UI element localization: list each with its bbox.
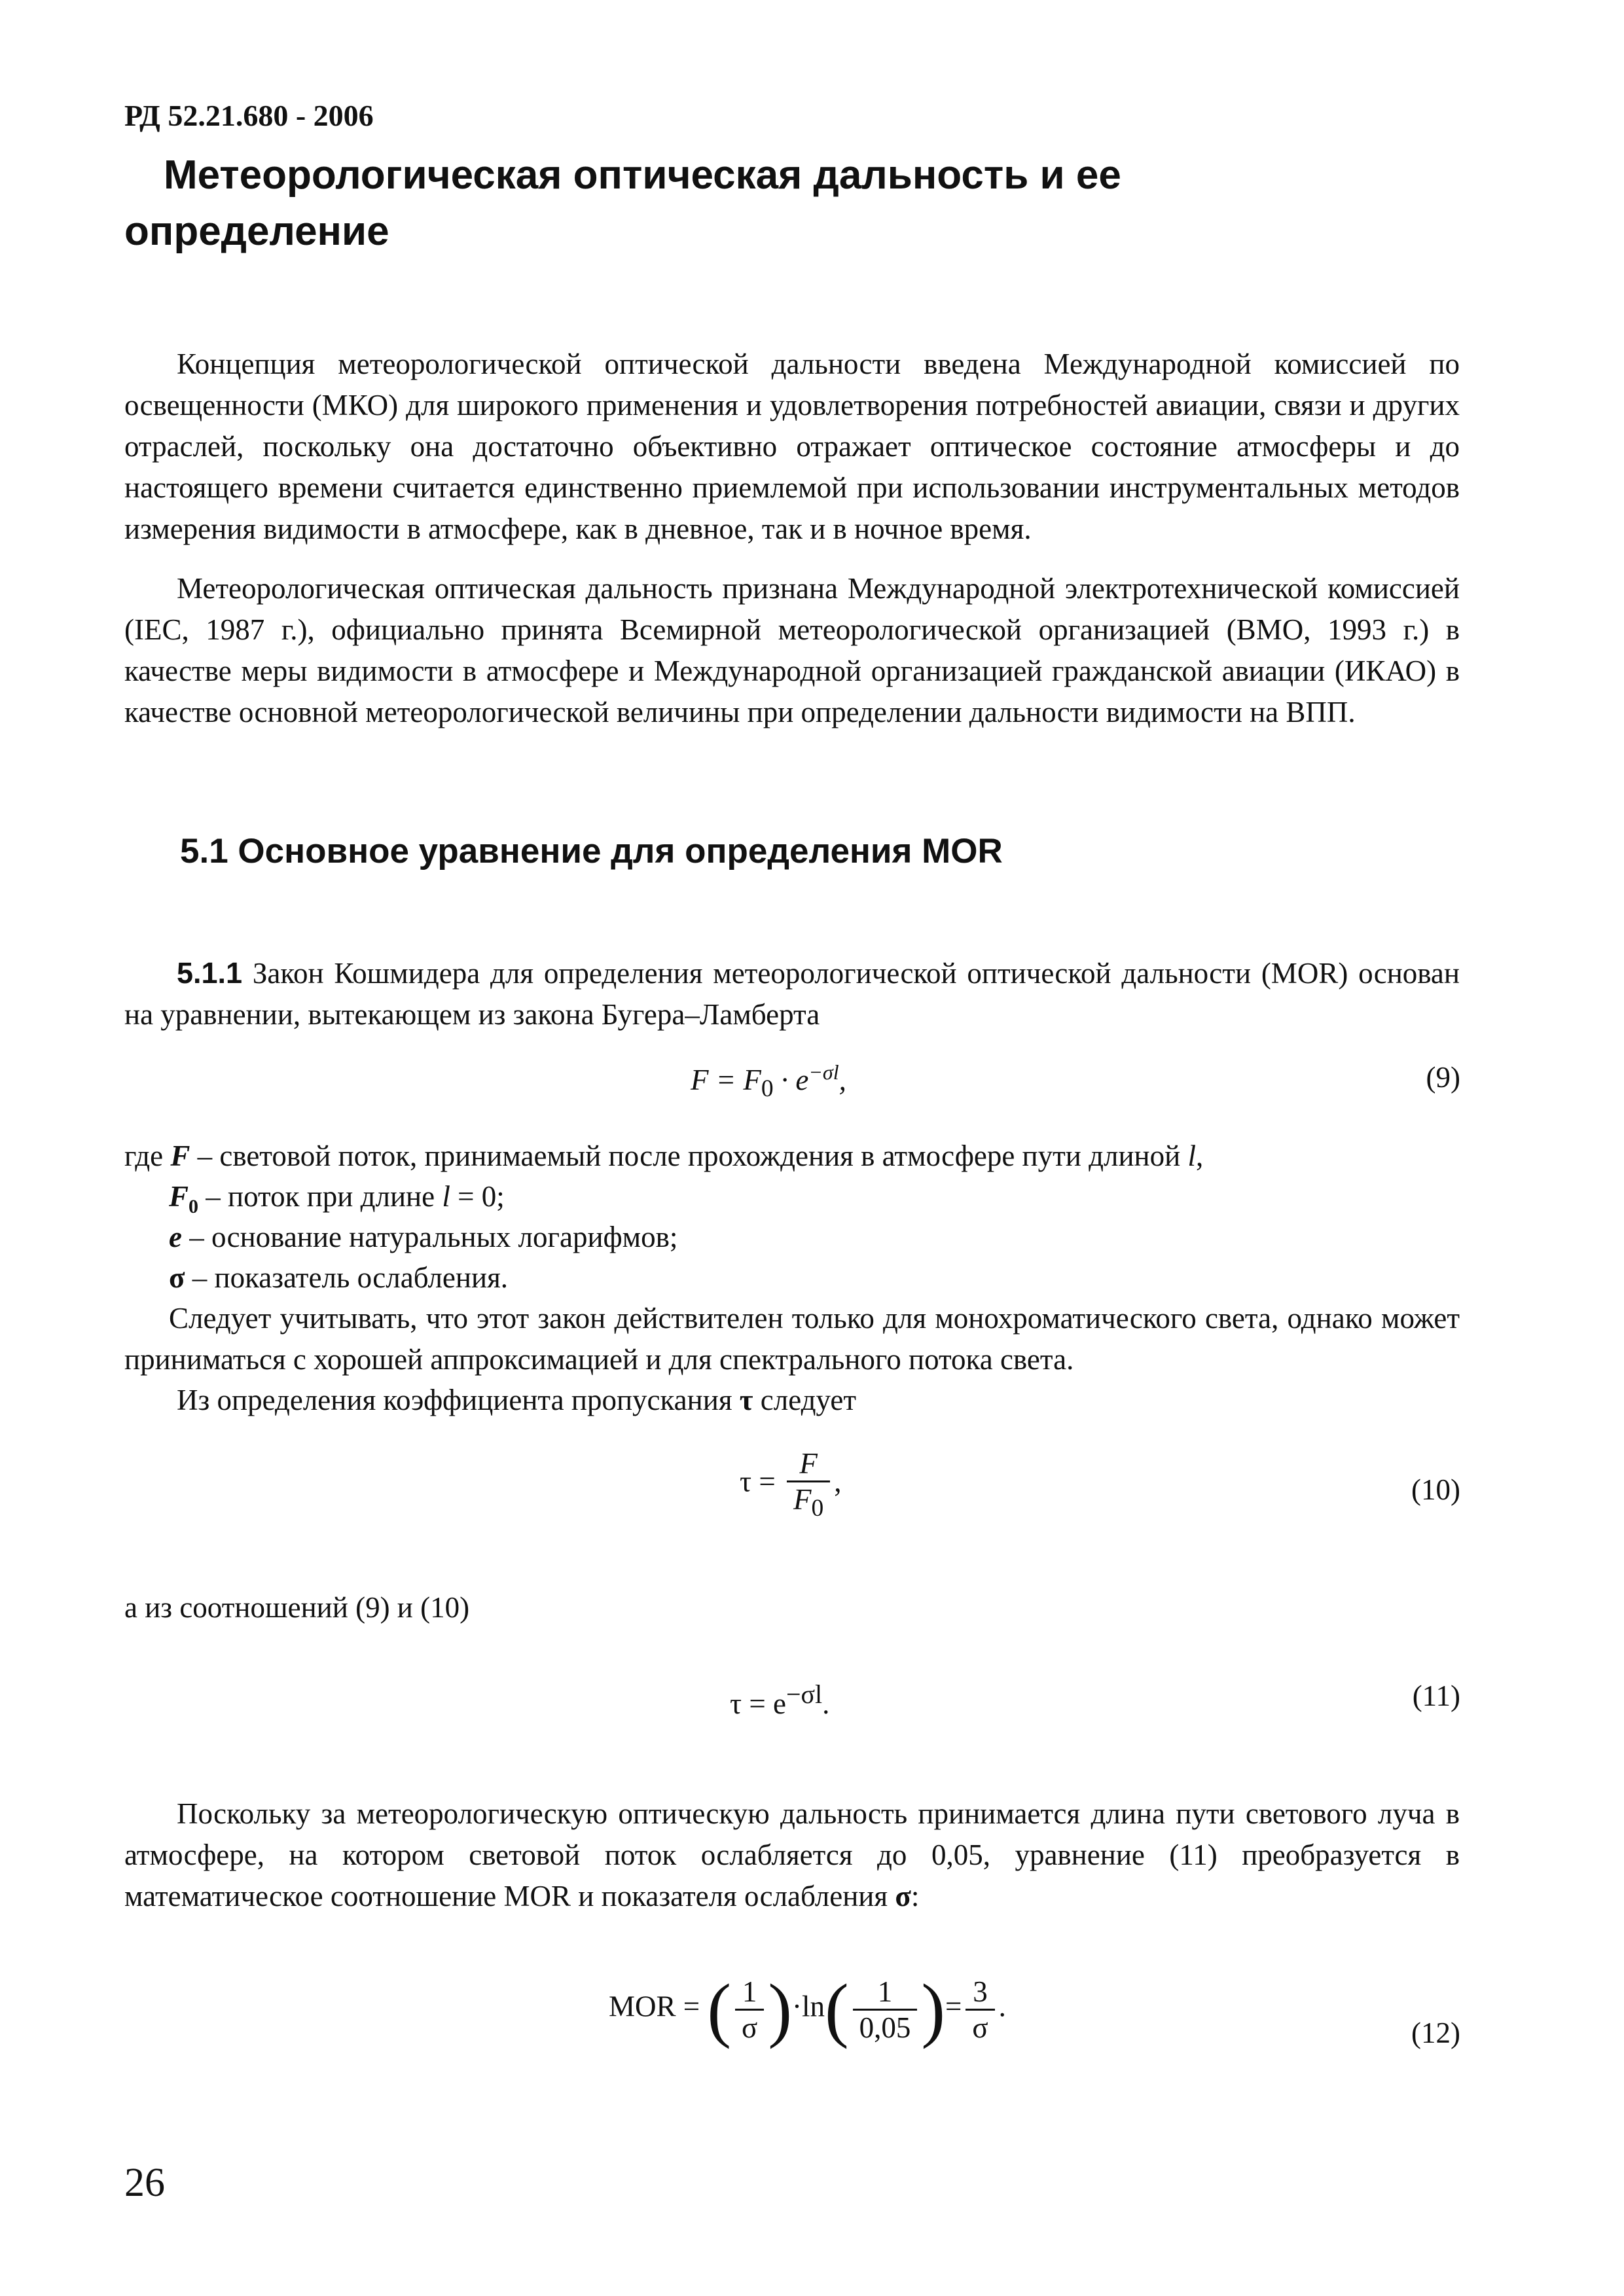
intro-paragraph-2: Метеорологическая оптическая дальность признана Международной электротехнической комиссией (IEC, 1987 г.), официально принята Всемирной метеорологической организацией (ВМО, 1993 г.) в качестве меры видимости в атмосфере и Международной организацией гражданской авиации (ИКАО) в качестве основной метеорологической величины при определении дальности видимости на ВПП. [124, 572, 1460, 728]
equation-12: MOR = ( $\frac{1}{\sigma}$ )·ln( $\frac{1}{0,05}$ )= $\frac{3}{\sigma}$ . [609, 1969, 1006, 2049]
subsection-number: 5.1.1 [177, 956, 243, 990]
section-paragraph-5-1-1 [124, 952, 1460, 1035]
equation-11-number: (11) [1412, 1679, 1460, 1712]
equation-9-number: (9) [1426, 1061, 1460, 1094]
equation-12-number: (12) [1411, 2017, 1460, 2049]
page-number: 26 [124, 2161, 165, 2205]
definition-F0: $F_0$ – поток при длине l = 0; [169, 1180, 505, 1217]
equation-9: $F = F_0 \cdot e^{-\sigma l}$, [691, 1060, 846, 1102]
subsection-text: Закон Кошмидера для определения метеорологической оптической дальности (MOR) основан на уравнении, вытекающем из закона Бугера–Ламберта [124, 957, 1460, 1031]
definition-F: где F – световой поток, принимаемый после прохождения в атмосфере пути длиной l, [124, 1139, 1204, 1172]
document-code: РД 52.21.680 - 2006 [124, 99, 374, 132]
equation-10: τ = $\frac{F}{F_0}$ , [740, 1447, 842, 1522]
definition-sigma: σ – показатель ослабления. [169, 1261, 509, 1294]
paragraph-ratios: а из соотношений (9) и (10) [124, 1591, 470, 1624]
chapter-title: Метеорологическая оптическая дальность и ее определение [124, 152, 1121, 254]
equation-10-number: (10) [1411, 1473, 1460, 1506]
definition-e: e – основание натуральных логарифмов; [169, 1221, 678, 1253]
intro-paragraph-1: Концепция метеорологической оптической дальности введена Международной комиссией по освещенности (МКО) для широкого применения и удовлетворения потребностей авиации, связи и других отраслей, поскольку она достаточно объективно отражает оптическое состояние атмосферы и до настоящего времени считается единственно приемлемой при использовании инструментальных методов измерения видимости в атмосфере, как в дневное, так и в ночное время. [124, 348, 1460, 545]
section-heading: 5.1 Основное уравнение для определения MOR [180, 832, 1003, 870]
paragraph-mor-definition: Поскольку за метеорологическую оптическую дальность принимается длина пути светового луча в атмосфере, на котором световой поток ослабляется до 0,05, уравнение (11) преобразуется в математическое соотношение MOR и показателя ослабления σ: [124, 1797, 1460, 1912]
equation-11: $\tau = e^{-\sigma l}$. [730, 1679, 830, 1720]
paragraph-monochromatic: Следует учитывать, что этот закон действителен только для монохроматического света, однако может приниматься с хорошей аппроксимацией и для спектрального потока света. [124, 1302, 1460, 1376]
paragraph-transmission: Из определения коэффициента пропускания τ следует [177, 1384, 857, 1416]
